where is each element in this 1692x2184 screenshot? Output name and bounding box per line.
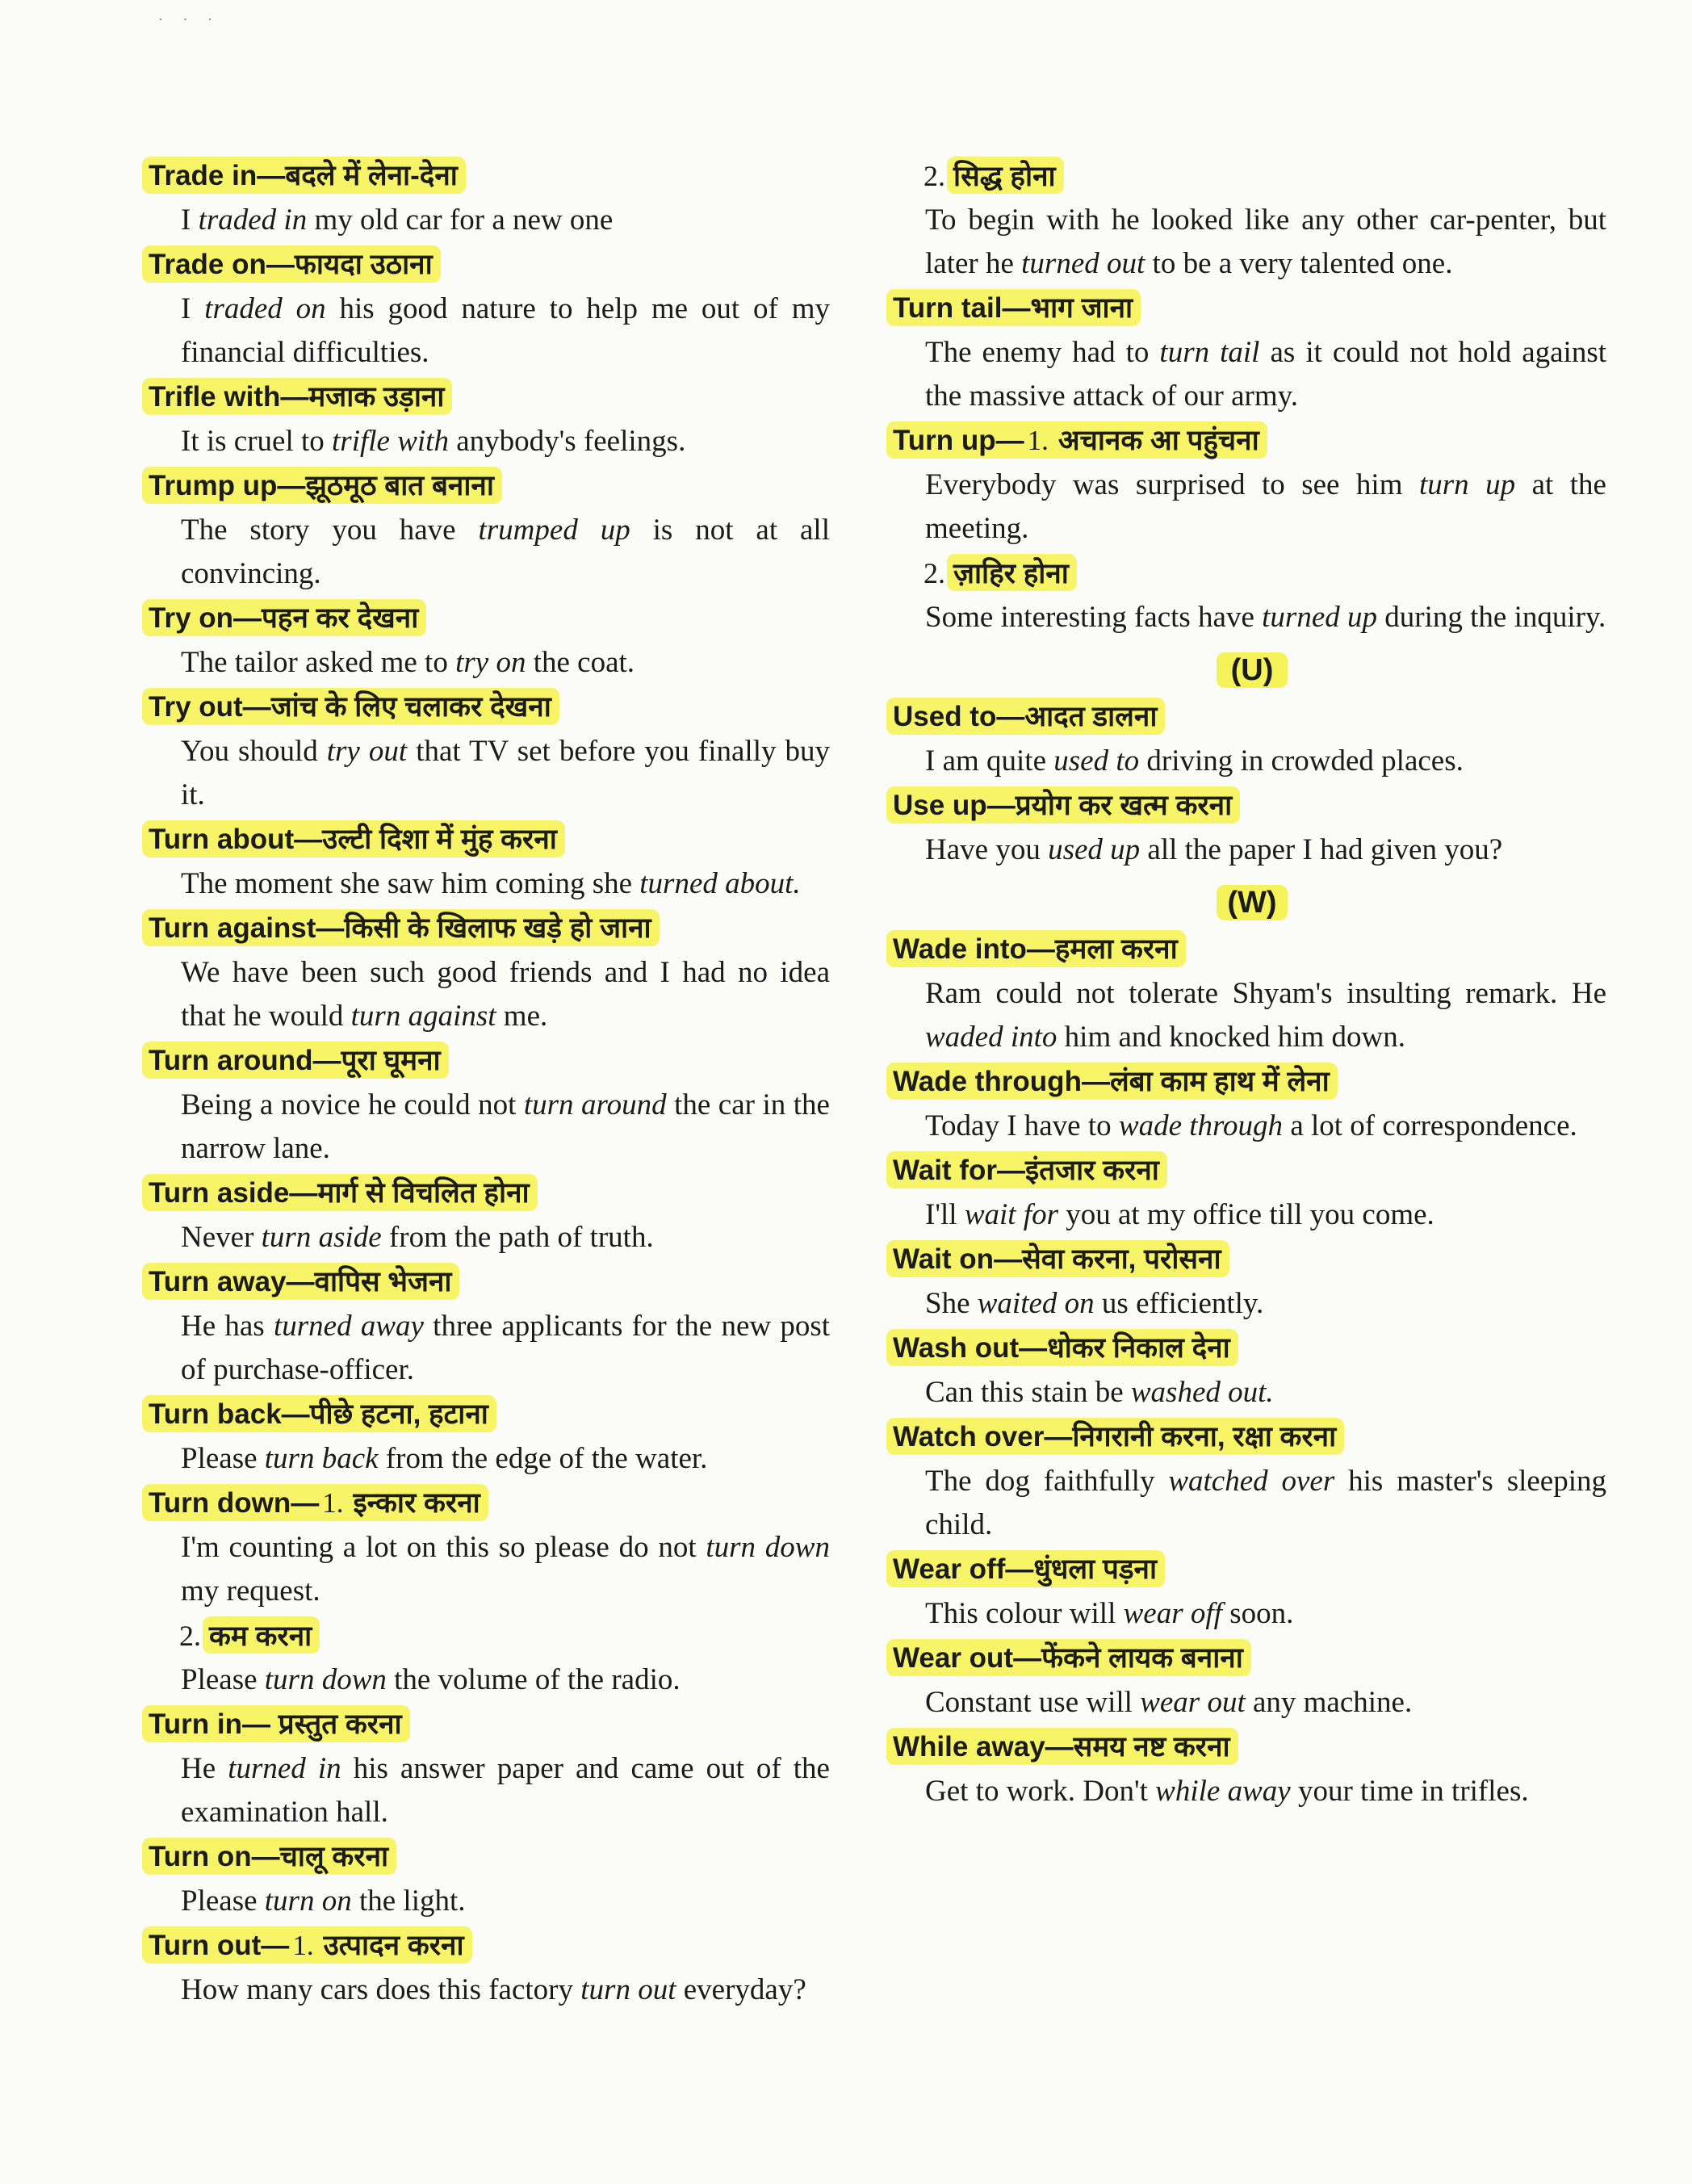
term-text: Turn around— bbox=[149, 1045, 341, 1076]
phrasal-verb-entry bbox=[893, 1636, 1611, 1725]
hindi-meaning: मजाक उड़ाना bbox=[308, 381, 445, 413]
term-text: Wade into— bbox=[893, 933, 1055, 965]
example-text: to be a very talented one. bbox=[1145, 247, 1453, 280]
hindi-meaning: ज़ाहिर होना bbox=[953, 558, 1069, 589]
entry-heading bbox=[149, 375, 835, 420]
example-text: the car in the narrow lane. bbox=[181, 1088, 830, 1165]
hindi-meaning: किसी के खिलाफ खड़े हो जाना bbox=[344, 912, 651, 944]
example-sentence bbox=[181, 641, 835, 685]
phrasal-verb-entry bbox=[149, 1392, 835, 1481]
hindi-meaning: धोकर निकाल देना bbox=[1047, 1332, 1230, 1364]
entry-heading bbox=[893, 286, 1611, 331]
term-text: Wait for— bbox=[893, 1155, 1025, 1186]
term-text: Trump up— bbox=[149, 470, 306, 501]
example-text: Please bbox=[181, 1663, 265, 1696]
entry-heading bbox=[893, 1326, 1611, 1371]
entry-term bbox=[893, 1066, 1330, 1097]
hindi-meaning: पीछे हटना, हटाना bbox=[309, 1398, 488, 1430]
example-sentence bbox=[181, 287, 835, 375]
example-text: How many cars does this factory bbox=[181, 1973, 581, 2006]
example-text: his master's sleeping child. bbox=[925, 1465, 1607, 1541]
example-text: the volume of the radio. bbox=[386, 1663, 681, 1696]
example-text: He bbox=[181, 1752, 228, 1785]
phrase-italic: turned in bbox=[228, 1752, 341, 1785]
phrase-italic: turn out bbox=[580, 1973, 676, 2006]
example-text: three applicants for the new post of purchase-officer. bbox=[181, 1310, 831, 1386]
phrase-italic: turn around bbox=[523, 1088, 667, 1121]
sense-number: 2. bbox=[923, 160, 945, 192]
example-sentence bbox=[181, 730, 835, 817]
hindi-meaning: समय नष्ट करना bbox=[1073, 1731, 1230, 1763]
example-text: This colour will bbox=[925, 1597, 1124, 1630]
term-text: Turn out— bbox=[149, 1930, 290, 1961]
phrase-italic: turn against bbox=[350, 1000, 496, 1033]
hindi-meaning: चालू करना bbox=[279, 1841, 389, 1872]
example-sentence bbox=[181, 509, 835, 596]
hindi-meaning: इंतजार करना bbox=[1024, 1155, 1159, 1186]
example-text: We have been such good friends and I had no idea that he would bbox=[181, 956, 830, 1033]
term-text: Try on— bbox=[149, 602, 262, 634]
entry-term bbox=[893, 1642, 1243, 1674]
example-sentence bbox=[181, 1880, 835, 1923]
example-sentence bbox=[925, 199, 1611, 286]
phrasal-verb-entry bbox=[893, 418, 1611, 639]
entry-term bbox=[893, 701, 1157, 732]
example-text: as it could not hold against the massive attack of our army. bbox=[925, 336, 1606, 413]
phrasal-verb-entry bbox=[893, 1725, 1611, 1813]
sub-sense bbox=[179, 1613, 835, 1658]
phrasal-verb-entry bbox=[893, 1415, 1611, 1547]
example-text: I'm counting a lot on this so please do not bbox=[181, 1531, 706, 1564]
hindi-meaning: पूरा घूमना bbox=[341, 1045, 441, 1076]
entry-heading bbox=[149, 1392, 835, 1437]
phrase-italic: while away bbox=[1155, 1775, 1291, 1808]
example-text: He has bbox=[181, 1310, 274, 1343]
entry-heading bbox=[893, 1547, 1611, 1592]
hindi-meaning: प्रस्तुत करना bbox=[270, 1708, 402, 1740]
example-text: your time in trifles. bbox=[1290, 1775, 1529, 1808]
example-text: everyday? bbox=[676, 1973, 806, 2006]
entry-heading bbox=[149, 1834, 835, 1880]
phrasal-verb-entry bbox=[149, 1702, 835, 1834]
sense-number: 1. bbox=[292, 1930, 314, 1961]
example-sentence bbox=[925, 1105, 1611, 1148]
phrasal-verb-entry bbox=[893, 153, 1611, 286]
phrase-italic: turned about. bbox=[639, 867, 801, 900]
example-text: I bbox=[181, 292, 205, 325]
entry-term bbox=[893, 790, 1232, 821]
phrase-italic: used to bbox=[1053, 744, 1140, 778]
phrasal-verb-entry bbox=[149, 1481, 835, 1702]
phrasal-verb-entry bbox=[149, 906, 835, 1038]
hindi-meaning: सिद्ध होना bbox=[953, 161, 1056, 192]
phrasal-verb-entry bbox=[893, 694, 1611, 783]
example-text: Get to work. Don't bbox=[925, 1775, 1156, 1808]
example-text: the coat. bbox=[526, 646, 635, 679]
example-sentence bbox=[181, 1437, 835, 1481]
example-text: from the path of truth. bbox=[381, 1221, 654, 1254]
phrasal-verb-entry bbox=[149, 1923, 835, 2012]
phrasal-verb-entry bbox=[893, 286, 1611, 418]
term-text: Trade in— bbox=[149, 160, 286, 191]
example-text: anybody's feelings. bbox=[448, 425, 686, 458]
section-letter: (U) bbox=[1230, 653, 1274, 687]
hindi-meaning: वापिस भेजना bbox=[314, 1266, 452, 1297]
phrase-italic: waited on bbox=[977, 1287, 1095, 1320]
example-text: The dog faithfully bbox=[925, 1465, 1169, 1498]
term-text: Wear out— bbox=[893, 1642, 1042, 1674]
term-text: Turn up— bbox=[893, 425, 1024, 456]
example-text: Today I have to bbox=[925, 1109, 1119, 1142]
entry-term bbox=[893, 1553, 1157, 1585]
hindi-meaning: झूठमूठ बात बनाना bbox=[305, 470, 494, 501]
entry-term bbox=[149, 912, 651, 944]
example-text: Everybody was surprised to see him bbox=[925, 468, 1419, 501]
entry-heading bbox=[149, 463, 835, 509]
example-text: that TV set before you finally buy it. bbox=[181, 735, 830, 811]
entry-term bbox=[149, 602, 418, 634]
entry-term bbox=[149, 1045, 441, 1076]
phrase-italic: turn on bbox=[264, 1884, 352, 1918]
entry-term bbox=[893, 292, 1133, 324]
phrasal-verb-entry bbox=[149, 153, 835, 242]
hindi-meaning: जांच के लिए चलाकर देखना bbox=[270, 691, 551, 723]
hindi-meaning: धुंधला पड़ना bbox=[1033, 1553, 1158, 1585]
example-text: The moment she saw him coming she bbox=[181, 867, 640, 900]
example-sentence bbox=[925, 740, 1611, 783]
hindi-meaning: लंबा काम हाथ में लेना bbox=[1109, 1066, 1330, 1097]
scan-speck: · · · bbox=[158, 11, 220, 27]
entry-term bbox=[149, 1930, 464, 1961]
phrasal-verb-entry bbox=[149, 463, 835, 596]
hindi-meaning: मार्ग से विचलित होना bbox=[317, 1177, 530, 1209]
entry-heading bbox=[149, 1260, 835, 1305]
entry-heading bbox=[149, 1481, 835, 1526]
phrasal-verb-entry bbox=[149, 817, 835, 906]
example-text: I bbox=[181, 203, 199, 237]
example-text: To begin with he looked like any other car-penter, but later he bbox=[925, 203, 1606, 280]
example-text: the light. bbox=[351, 1884, 466, 1918]
entry-term bbox=[149, 824, 557, 855]
example-text: driving in crowded places. bbox=[1139, 744, 1464, 778]
phrase-italic: trifle with bbox=[332, 425, 449, 458]
term-text: Turn in— bbox=[149, 1708, 270, 1740]
sub-sense bbox=[923, 551, 1611, 596]
entry-heading bbox=[149, 1038, 835, 1084]
example-text: his good nature to help me out of my financial difficulties. bbox=[181, 292, 830, 369]
example-sentence bbox=[925, 1770, 1611, 1813]
term-text: Turn aside— bbox=[149, 1177, 318, 1209]
entry-heading bbox=[149, 817, 835, 862]
example-text: me. bbox=[496, 1000, 548, 1033]
entry-term bbox=[149, 470, 494, 501]
term-text: Turn back— bbox=[149, 1398, 310, 1430]
hindi-meaning: बदले में लेना-देना bbox=[285, 160, 458, 191]
phrase-italic: traded in bbox=[198, 203, 308, 237]
example-text: his answer paper and came out of the examination hall. bbox=[181, 1752, 830, 1829]
example-sentence bbox=[181, 1658, 835, 1702]
phrase-italic: wear off bbox=[1123, 1597, 1222, 1630]
phrase-italic: washed out. bbox=[1130, 1376, 1274, 1409]
example-text: a lot of correspondence. bbox=[1283, 1109, 1577, 1142]
term-text: Wear off— bbox=[893, 1553, 1034, 1585]
phrase-italic: turn tail bbox=[1159, 336, 1260, 369]
example-text: all the paper I had given you? bbox=[1140, 833, 1503, 866]
example-sentence bbox=[181, 1216, 835, 1260]
entry-term bbox=[149, 1841, 388, 1872]
entry-heading bbox=[893, 783, 1611, 828]
hindi-meaning: हमला करना bbox=[1054, 933, 1178, 965]
phrase-italic: watched over bbox=[1168, 1465, 1335, 1498]
example-text: Never bbox=[181, 1221, 262, 1254]
hindi-meaning: आदत डालना bbox=[1024, 701, 1158, 732]
phrase-italic: turned out bbox=[1021, 247, 1145, 280]
sub-sense bbox=[923, 153, 1611, 199]
section-heading bbox=[893, 646, 1611, 694]
entry-heading bbox=[149, 1702, 835, 1747]
example-sentence bbox=[925, 1193, 1611, 1237]
phrasal-verb-entry bbox=[893, 1326, 1611, 1415]
example-sentence bbox=[181, 1526, 835, 1613]
hindi-meaning: अचानक आ पहुंचना bbox=[1058, 425, 1259, 456]
entry-term bbox=[149, 1266, 451, 1297]
hindi-meaning: पहन कर देखना bbox=[262, 602, 419, 634]
hindi-meaning: उत्पादन करना bbox=[323, 1930, 464, 1961]
example-text: any machine. bbox=[1245, 1686, 1413, 1719]
example-sentence bbox=[925, 972, 1611, 1059]
example-text: my old car for a new one bbox=[307, 203, 614, 237]
term-text: Wash out— bbox=[893, 1332, 1048, 1364]
entry-heading bbox=[149, 596, 835, 641]
example-text: him and knocked him down. bbox=[1057, 1021, 1406, 1054]
example-sentence bbox=[181, 420, 835, 463]
entry-term bbox=[149, 249, 433, 280]
example-sentence bbox=[925, 1371, 1611, 1415]
section-letter: (W) bbox=[1227, 886, 1277, 920]
example-sentence bbox=[181, 1747, 835, 1834]
left-column bbox=[149, 153, 835, 2012]
example-sentence bbox=[925, 828, 1611, 872]
entry-heading bbox=[149, 242, 835, 287]
phrase-italic: turn down bbox=[264, 1663, 387, 1696]
example-text: Ram could not tolerate Shyam's insulting remark. He bbox=[925, 977, 1606, 1010]
hindi-meaning: भाग जाना bbox=[1030, 292, 1133, 324]
term-text: While away— bbox=[893, 1731, 1074, 1763]
example-text: at the meeting. bbox=[925, 468, 1606, 545]
phrasal-verb-entry bbox=[149, 242, 835, 375]
phrase-italic: turned up bbox=[1262, 601, 1378, 634]
phrase-italic: waded into bbox=[925, 1021, 1058, 1054]
phrasal-verb-entry bbox=[149, 1038, 835, 1171]
phrase-italic: wade through bbox=[1118, 1109, 1284, 1142]
hindi-meaning: इन्कार करना bbox=[353, 1487, 480, 1519]
phrasal-verb-entry bbox=[893, 1148, 1611, 1237]
phrase-italic: traded on bbox=[204, 292, 326, 325]
example-sentence bbox=[181, 951, 835, 1038]
example-text: during the inquiry. bbox=[1377, 601, 1606, 634]
phrase-italic: wait for bbox=[964, 1198, 1058, 1231]
phrase-italic: turn aside bbox=[261, 1221, 382, 1254]
entry-heading bbox=[149, 1923, 835, 1968]
sense-number: 2. bbox=[923, 557, 945, 589]
example-text: You should bbox=[181, 735, 327, 768]
entry-term bbox=[149, 691, 551, 723]
phrase-italic: used up bbox=[1048, 833, 1141, 866]
example-sentence bbox=[181, 862, 835, 906]
example-text: from the edge of the water. bbox=[378, 1442, 708, 1475]
phrasal-verb-entry bbox=[893, 783, 1611, 872]
example-text: Being a novice he could not bbox=[181, 1088, 524, 1121]
entry-term bbox=[893, 933, 1178, 965]
right-column bbox=[893, 153, 1611, 1813]
term-text: Used to— bbox=[893, 701, 1025, 732]
term-text: Turn down— bbox=[149, 1487, 320, 1519]
phrase-italic: try out bbox=[326, 735, 408, 768]
phrasal-verb-entry bbox=[893, 927, 1611, 1059]
entry-term bbox=[149, 160, 458, 191]
phrasal-verb-entry bbox=[149, 1171, 835, 1260]
term-text: Trifle with— bbox=[149, 381, 309, 413]
entry-heading bbox=[893, 418, 1611, 463]
hindi-meaning: प्रयोग कर खत्म करना bbox=[1015, 790, 1233, 821]
entry-heading bbox=[893, 1237, 1611, 1282]
entry-term bbox=[149, 381, 444, 413]
sense-number: 2. bbox=[179, 1620, 201, 1652]
example-sentence bbox=[181, 1968, 835, 2012]
phrase-italic: wear out bbox=[1140, 1686, 1246, 1719]
phrase-italic: turn up bbox=[1418, 468, 1516, 501]
entry-heading bbox=[893, 1636, 1611, 1681]
example-text: The enemy had to bbox=[925, 336, 1160, 369]
term-text: Try out— bbox=[149, 691, 271, 723]
phrase-italic: turn back bbox=[264, 1442, 379, 1475]
entry-heading bbox=[893, 1059, 1611, 1105]
entry-heading bbox=[893, 1725, 1611, 1770]
term-text: Wait on— bbox=[893, 1243, 1023, 1275]
example-sentence bbox=[925, 1460, 1611, 1547]
hindi-meaning: फेंकने लायक बनाना bbox=[1041, 1642, 1243, 1674]
hindi-meaning: फायदा उठाना bbox=[294, 249, 433, 280]
entry-heading bbox=[893, 1415, 1611, 1460]
example-text: She bbox=[925, 1287, 978, 1320]
example-text: you at my office till you come. bbox=[1058, 1198, 1434, 1231]
example-sentence bbox=[925, 331, 1611, 418]
phrasal-verb-entry bbox=[149, 596, 835, 685]
entry-term bbox=[893, 1332, 1230, 1364]
entry-term bbox=[149, 1487, 480, 1519]
phrasal-verb-entry bbox=[893, 1059, 1611, 1148]
example-text: my request. bbox=[181, 1574, 320, 1608]
phrasal-verb-entry bbox=[149, 685, 835, 817]
entry-term bbox=[149, 1398, 488, 1430]
example-sentence bbox=[925, 1592, 1611, 1636]
hindi-meaning: कम करना bbox=[209, 1620, 312, 1652]
sense-number: 1. bbox=[322, 1487, 344, 1519]
example-text: Please bbox=[181, 1442, 265, 1475]
example-sentence bbox=[925, 1282, 1611, 1326]
phrasal-verb-entry bbox=[893, 1237, 1611, 1326]
entry-term bbox=[893, 1243, 1221, 1275]
entry-heading bbox=[149, 153, 835, 199]
example-sentence bbox=[181, 1305, 835, 1392]
entry-heading bbox=[893, 1148, 1611, 1193]
entry-term bbox=[893, 425, 1259, 456]
phrasal-verb-entry bbox=[149, 1834, 835, 1923]
example-text: The story you have bbox=[181, 514, 479, 547]
example-text: It is cruel to bbox=[181, 425, 333, 458]
example-text: I'll bbox=[925, 1198, 965, 1231]
phrase-italic: try on bbox=[455, 646, 526, 679]
phrase-italic: trumped up bbox=[478, 514, 630, 547]
example-sentence bbox=[925, 596, 1611, 639]
section-heading bbox=[893, 878, 1611, 927]
hindi-meaning: उल्टी दिशा में मुंह करना bbox=[322, 824, 557, 855]
term-text: Wade through— bbox=[893, 1066, 1110, 1097]
entry-heading bbox=[149, 906, 835, 951]
example-text: The tailor asked me to bbox=[181, 646, 456, 679]
term-text: Turn tail— bbox=[893, 292, 1031, 324]
term-text: Watch over— bbox=[893, 1421, 1073, 1453]
hindi-meaning: निगरानी करना, रक्षा करना bbox=[1072, 1421, 1337, 1453]
example-text: is not at all convincing. bbox=[181, 514, 830, 590]
example-text: Can this stain be bbox=[925, 1376, 1131, 1409]
entry-heading bbox=[893, 927, 1611, 972]
term-text: Use up— bbox=[893, 790, 1016, 821]
example-text: Constant use will bbox=[925, 1686, 1141, 1719]
example-text: Some interesting facts have bbox=[925, 601, 1263, 634]
entry-term bbox=[893, 1731, 1230, 1763]
phrasal-verb-entry bbox=[893, 1547, 1611, 1636]
example-sentence bbox=[181, 1084, 835, 1171]
example-text: I am quite bbox=[925, 744, 1054, 778]
phrase-italic: turned away bbox=[273, 1310, 424, 1343]
phrasal-verb-entry bbox=[149, 1260, 835, 1392]
example-sentence bbox=[925, 1681, 1611, 1725]
entry-term bbox=[149, 1177, 530, 1209]
example-text: soon. bbox=[1221, 1597, 1294, 1630]
phrase-italic: turn down bbox=[706, 1531, 830, 1564]
term-text: Turn against— bbox=[149, 912, 345, 944]
example-sentence bbox=[181, 199, 835, 242]
term-text: Turn on— bbox=[149, 1841, 280, 1872]
example-sentence bbox=[925, 463, 1611, 551]
entry-term bbox=[893, 1421, 1336, 1453]
entry-term bbox=[893, 1155, 1159, 1186]
entry-heading bbox=[149, 1171, 835, 1216]
entry-term bbox=[149, 1708, 402, 1740]
term-text: Turn about— bbox=[149, 824, 323, 855]
sense-number: 1. bbox=[1027, 425, 1049, 456]
term-text: Turn away— bbox=[149, 1266, 315, 1297]
example-text: us efficiently. bbox=[1094, 1287, 1264, 1320]
entry-heading bbox=[149, 685, 835, 730]
hindi-meaning: सेवा करना, परोसना bbox=[1022, 1243, 1221, 1275]
entry-heading bbox=[893, 694, 1611, 740]
example-text: Have you bbox=[925, 833, 1049, 866]
phrasal-verb-entry bbox=[149, 375, 835, 463]
term-text: Trade on— bbox=[149, 249, 295, 280]
example-text: Please bbox=[181, 1884, 265, 1918]
